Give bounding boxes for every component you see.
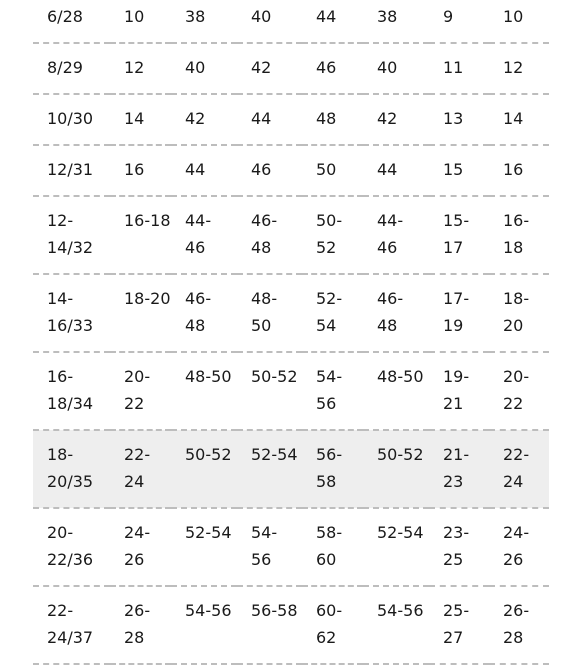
size-cell: 6/28 [33, 0, 110, 43]
size-cell: 18-20 [489, 274, 549, 352]
size-cell: 10/30 [33, 94, 110, 145]
size-cell: 15-17 [429, 196, 489, 274]
size-cell: 50- 52 [302, 196, 363, 274]
size-cell: 44 [302, 0, 363, 43]
size-cell: 46 [302, 43, 363, 94]
table-row [33, 352, 549, 430]
table-row [33, 0, 549, 43]
table-row [33, 145, 549, 196]
size-cell: 12/31 [33, 145, 110, 196]
size-cell: 54- 56 [302, 352, 363, 430]
size-cell: 46- 48 [363, 274, 429, 352]
size-cell: 23- 25 [429, 508, 489, 586]
size-cell: 48-50 [363, 352, 429, 430]
size-cell: 50-52 [171, 430, 237, 508]
size-cell: 12- 14/32 [33, 196, 110, 274]
size-cell: 52- 54 [302, 274, 363, 352]
table-row [33, 94, 549, 145]
size-cell: 25- 27 [429, 586, 489, 664]
size-cell: 13 [429, 94, 489, 145]
size-cell: 19-21 [429, 352, 489, 430]
table-row [33, 430, 549, 508]
size-cell: 20- 22 [489, 352, 549, 430]
size-cell: 60- 62 [302, 586, 363, 664]
size-cell: 44- 46 [171, 196, 237, 274]
size-cell: 56-58 [237, 586, 302, 664]
size-cell: 12 [110, 43, 171, 94]
table-row [33, 508, 549, 586]
size-cell: 16-18 [489, 196, 549, 274]
size-cell: 14- 16/33 [33, 274, 110, 352]
size-cell: 48 [302, 94, 363, 145]
size-cell: 20- 22/36 [33, 508, 110, 586]
size-cell: 22- 24 [489, 430, 549, 508]
size-cell: 16 [489, 145, 549, 196]
size-cell: 58- 60 [302, 508, 363, 586]
size-cell: 18-20 [110, 274, 171, 352]
size-cell: 9 [429, 0, 489, 43]
size-cell: 44 [171, 145, 237, 196]
size-cell: 42 [171, 94, 237, 145]
size-cell: 11 [429, 43, 489, 94]
size-cell: 10 [110, 0, 171, 43]
size-cell: 52-54 [363, 508, 429, 586]
size-table-body [33, 0, 549, 664]
size-cell: 38 [363, 0, 429, 43]
table-row [33, 196, 549, 274]
size-cell: 52-54 [171, 508, 237, 586]
size-cell: 22- 24/37 [33, 586, 110, 664]
size-cell: 44 [363, 145, 429, 196]
size-cell: 16-18 [110, 196, 171, 274]
size-cell: 46 [237, 145, 302, 196]
size-cell: 14 [110, 94, 171, 145]
size-cell: 10 [489, 0, 549, 43]
size-cell: 44- 46 [363, 196, 429, 274]
size-cell: 8/29 [33, 43, 110, 94]
size-cell: 48-50 [171, 352, 237, 430]
table-row [33, 274, 549, 352]
size-cell: 42 [363, 94, 429, 145]
size-cell: 40 [237, 0, 302, 43]
size-cell: 18- 20/35 [33, 430, 110, 508]
size-cell: 16 [110, 145, 171, 196]
size-cell: 54-56 [363, 586, 429, 664]
table-row [33, 43, 549, 94]
size-conversion-table [33, 0, 549, 665]
table-row [33, 586, 549, 664]
size-cell: 26- 28 [489, 586, 549, 664]
size-cell: 50-52 [363, 430, 429, 508]
size-cell: 46- 48 [237, 196, 302, 274]
size-cell: 17-19 [429, 274, 489, 352]
size-cell: 52-54 [237, 430, 302, 508]
size-cell: 46- 48 [171, 274, 237, 352]
size-cell: 54- 56 [237, 508, 302, 586]
size-cell: 40 [171, 43, 237, 94]
size-cell: 16- 18/34 [33, 352, 110, 430]
size-cell: 15 [429, 145, 489, 196]
size-cell: 21-23 [429, 430, 489, 508]
size-cell: 48- 50 [237, 274, 302, 352]
size-cell: 50 [302, 145, 363, 196]
size-cell: 38 [171, 0, 237, 43]
size-cell: 54-56 [171, 586, 237, 664]
size-cell: 44 [237, 94, 302, 145]
size-cell: 26- 28 [110, 586, 171, 664]
size-cell: 14 [489, 94, 549, 145]
size-cell: 56- 58 [302, 430, 363, 508]
size-cell: 40 [363, 43, 429, 94]
size-cell: 24- 26 [110, 508, 171, 586]
size-cell: 22- 24 [110, 430, 171, 508]
size-cell: 42 [237, 43, 302, 94]
size-cell: 20- 22 [110, 352, 171, 430]
size-cell: 12 [489, 43, 549, 94]
size-cell: 50-52 [237, 352, 302, 430]
size-cell: 24- 26 [489, 508, 549, 586]
